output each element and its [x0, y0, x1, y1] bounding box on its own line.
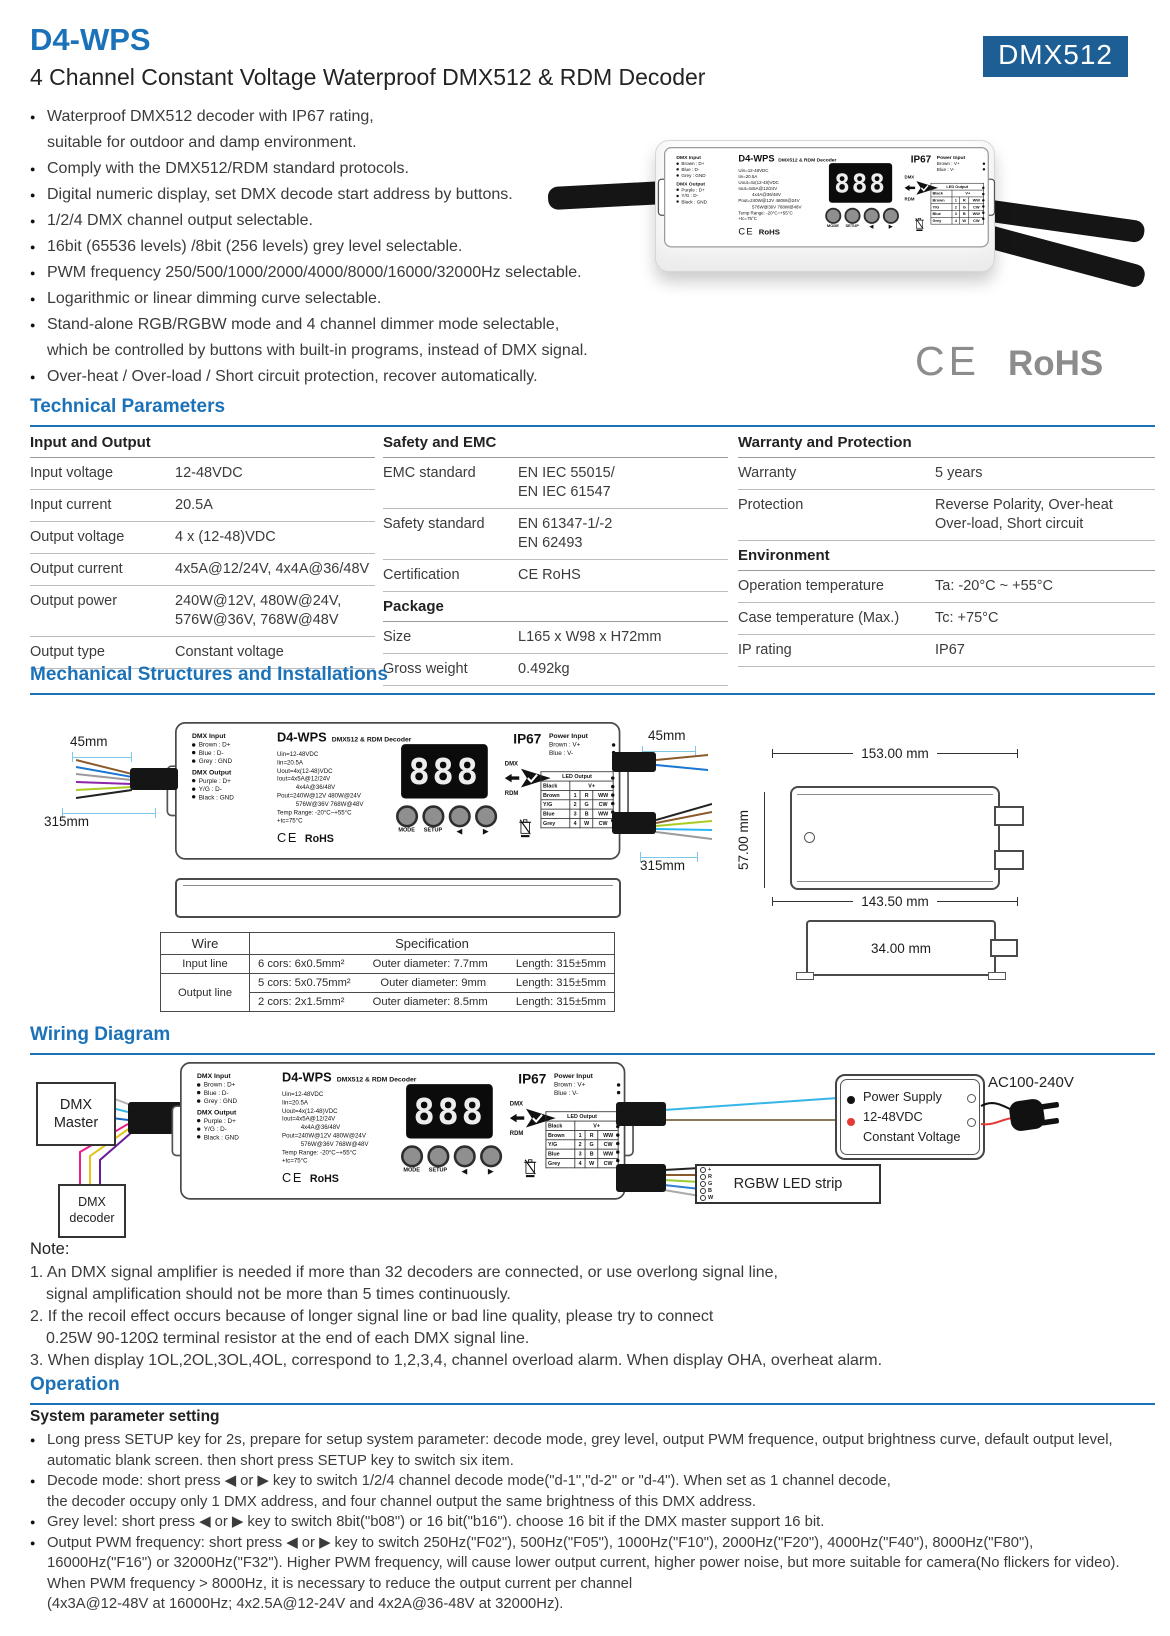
- terminal-dot-icon: [676, 168, 678, 170]
- decoder-faceplate: [175, 722, 620, 860]
- bullet-icon: ●: [30, 372, 36, 382]
- dmx-decoder-box: DMX decoder: [58, 1184, 126, 1238]
- decoder-top-view: [790, 786, 1000, 890]
- dmx-output-title: DMX Output: [197, 1108, 237, 1116]
- dmx-output-line: Y/G : D-: [197, 1125, 282, 1133]
- page-subtitle: 4 Channel Constant Voltage Waterproof DMX512 & RDM Decoder: [30, 64, 706, 90]
- dmx-io-legend: [197, 1072, 282, 1141]
- bullet-icon: ●: [30, 112, 36, 122]
- dmx-output-line: Purple : D+: [197, 1117, 282, 1125]
- table-row: Input current 20.5A: [30, 490, 375, 522]
- dmx-input-line: Blue : D-: [197, 1089, 282, 1097]
- table-row: Case temperature (Max.) Tc: +75°C: [738, 603, 1155, 635]
- dmx-master-box: DMX Master: [36, 1082, 116, 1146]
- cable-stub: [994, 806, 1024, 826]
- operation-item: ● Grey level: short press ◀ or ▶ key to switch 8bit("b08") or 16 bit("b16"). choose 16 bit if the DMX master support 16 bit.: [30, 1512, 1160, 1533]
- table-warranty-environment: [738, 428, 1155, 667]
- ce-mark: CE: [282, 1170, 304, 1186]
- setup-button: [422, 805, 444, 827]
- dmx-io-legend: [676, 154, 738, 204]
- dmx-rdm-arrow-icon: DMX RDM: [505, 761, 554, 797]
- output-cable-gland: [616, 1164, 666, 1192]
- ac-terminal: [967, 1118, 976, 1127]
- bullet-icon: ●: [30, 242, 36, 252]
- table-row: Input line 6 cors: 6x0.5mm² Outer diameter: 7.7mm Length: 315±5mm: [161, 955, 615, 974]
- power-wire-fan: [656, 752, 708, 778]
- dmx-io-legend: [192, 732, 277, 801]
- terminal-dot-icon: [700, 1174, 706, 1180]
- model-desc: DMX512 & RDM Decoder: [336, 1075, 417, 1084]
- dmx-output-line: Purple : D+: [192, 777, 277, 785]
- table-safety-package: [383, 428, 728, 686]
- button-labels: MODE SETUP ◀ ▶: [398, 827, 489, 836]
- button-row: [393, 805, 498, 827]
- dmx-input-line: Brown : D+: [192, 741, 277, 749]
- rohs-mark: RoHS: [758, 227, 780, 237]
- terminal-dot-icon: [983, 162, 985, 164]
- terminal-dot-icon: [612, 743, 615, 746]
- output-wire-fan: [656, 800, 712, 848]
- ip67-label: IP67: [518, 1072, 547, 1087]
- dmx-rdm-arrow-icon: DMX RDM: [905, 176, 941, 202]
- right-arrow-button: [883, 208, 899, 224]
- strip-terminals: + R G B W: [700, 1167, 713, 1201]
- mounting-ear-right: [616, 765, 629, 816]
- feature-item: ● 1/2/4 DMX channel output selectable.: [30, 208, 630, 234]
- terminal-dot-icon: [197, 1127, 200, 1130]
- power-supply-label: Power Supply 12-48VDC Constant Voltage: [863, 1089, 961, 1144]
- rgbw-strip-box: [695, 1164, 881, 1204]
- cable-stub: [994, 850, 1024, 870]
- feature-item: ● Waterproof DMX512 decoder with IP67 rating, suitable for outdoor and damp environment.: [30, 104, 630, 156]
- dmx-input-line: Brown : D+: [197, 1081, 282, 1089]
- device-body: [655, 140, 995, 272]
- dmx-output-line: Y/G : D-: [676, 193, 738, 199]
- seven-segment-display: 888: [406, 1084, 493, 1138]
- table-group-header: Input and Output: [30, 428, 375, 458]
- rohs-mark: RoHS: [1007, 344, 1104, 383]
- bullet-icon: ●: [30, 190, 36, 200]
- terminal-dot-icon: [197, 1091, 200, 1094]
- strip-label: RGBW LED strip: [733, 1176, 843, 1192]
- table-row: Size L165 x W98 x H72mm: [383, 622, 728, 654]
- wiring-diagram: [0, 1058, 1170, 1242]
- setup-button: [844, 208, 860, 224]
- device-face-photo: [664, 147, 986, 245]
- decoder-end-view: [806, 920, 996, 976]
- button-labels: MODE SETUP ◀ ▶: [403, 1167, 494, 1176]
- mode-button: [401, 1145, 423, 1167]
- dc-terminal-red: [847, 1118, 855, 1126]
- operation-body: [30, 1408, 1160, 1615]
- product-photo: [600, 112, 1105, 307]
- terminal-dot-icon: [676, 189, 678, 191]
- left-arrow-button: [863, 208, 879, 224]
- operation-item: ● Long press SETUP key for 2s, prepare for setup system parameter: decode mode, grey level, output PWM frequence, output brightness curve, default output level, automatic blank screen. then short press SETUP key to switch six item.: [30, 1430, 1160, 1471]
- section-mechanical: [30, 664, 1155, 695]
- power-supply-box: [835, 1074, 985, 1160]
- mounting-ear-left: [658, 179, 667, 216]
- table-row: Protection Reverse Polarity, Over-heat Over-load, Short circuit: [738, 490, 1155, 541]
- table-row: Output voltage 4 x (12-48)VDC: [30, 522, 375, 554]
- terminal-dot-icon: [700, 1167, 706, 1173]
- dmx-input-title: DMX Input: [192, 732, 226, 740]
- terminal-dot-icon: [197, 1083, 200, 1086]
- table-group-header: Package: [383, 592, 728, 622]
- spec-lines: Uin=12-48VDC Iin=20.5A Uout=4x(12-48)VDC Iout=4x5A@12/24V 4x4A@36/48V Pout=240W@12V 480W@24V 576W@36V 768W@48V Temp Range: -20°C~+55°C +tc=75°C: [282, 1090, 369, 1165]
- page-title: D4-WPS: [30, 22, 151, 57]
- ce-rohs-mark: [282, 1171, 339, 1186]
- weee-bin-icon: [518, 817, 532, 842]
- table-row: Certification CE RoHS: [383, 560, 728, 592]
- power-input-legend: Power Input Brown : V+ Blue : V-: [554, 1072, 620, 1097]
- feature-item: ● Comply with the DMX512/RDM standard protocols.: [30, 156, 630, 182]
- dmx-output-line: Purple : D+: [676, 187, 738, 193]
- dmx-output-line: Black : GND: [192, 793, 277, 801]
- decoder-faceplate: [664, 147, 989, 247]
- dmx-input-line: Grey : GND: [192, 757, 277, 765]
- section-title: Technical Parameters: [30, 396, 1155, 427]
- model-name: D4-WPS: [277, 730, 327, 745]
- dim-315mm-right: 315mm: [640, 858, 686, 873]
- dmx-output-line: Y/G : D-: [192, 785, 277, 793]
- seven-segment-display: 888: [829, 163, 892, 203]
- terminal-dot-icon: [192, 787, 195, 790]
- ce-rohs-mark: [277, 831, 334, 846]
- table-group-header: Environment: [738, 541, 1155, 571]
- section-title: Wiring Diagram: [30, 1024, 1155, 1055]
- ac-plug-icon: [978, 1088, 1088, 1144]
- note-section: [30, 1240, 1155, 1372]
- dim-45mm-left: 45mm: [70, 734, 108, 749]
- ce-mark: CE: [915, 338, 980, 384]
- rohs-mark: RoHS: [309, 1172, 339, 1185]
- ip67-label: IP67: [513, 732, 542, 747]
- dmx-output-line: Black : GND: [197, 1133, 282, 1141]
- power-cable-gland: [612, 752, 656, 772]
- operation-item: ● Decode mode: short press ◀ or ▶ key to switch 1/2/4 channel decode mode("d-1","d-2" or "d-4"). When set as 1 channel decode, the decoder occupy only 1 DMX address, and four channel output the same brightness of this DMX address.: [30, 1471, 1160, 1512]
- led-output-table: LED Output Black V+ Brown 1 R WW Y/G 2 G CW Blue 3 B WW Grey 4 W CW: [546, 1111, 619, 1168]
- terminal-dot-icon: [700, 1181, 706, 1187]
- feature-list: [30, 104, 630, 390]
- table-row: EMC standard EN IEC 55015/ EN IEC 61547: [383, 458, 728, 509]
- dim-315mm-left: 315mm: [44, 814, 90, 829]
- ac-terminal: [967, 1094, 976, 1103]
- feature-item: ● Stand-alone RGB/RGBW mode and 4 channel dimmer mode selectable, which be controlled by buttons with built-in programs, instead of DMX signal.: [30, 312, 630, 364]
- input-cable: [547, 181, 668, 210]
- spec-lines: Uin=12-48VDC Iin=20.5A Uout=4x(12-48)VDC Iout=4x5A@12/24V 4x4A@36/48V Pout=240W@12V 480W@24V 576W@36V 768W@48V Temp Range: -20°C~+55°C +tc=75°C: [277, 750, 364, 825]
- decoder-in-wiring: [180, 1062, 622, 1196]
- terminal-dot-icon: [617, 1091, 620, 1094]
- table-row: Output current 4x5A@12/24V, 4x4A@36/48V: [30, 554, 375, 586]
- mounting-ear-left: [172, 1105, 185, 1156]
- dmx-rdm-arrow-icon: DMX RDM: [510, 1101, 559, 1137]
- dmx-input-title: DMX Input: [676, 154, 701, 161]
- dim-143mm: 143.50 mm: [772, 894, 1018, 909]
- terminal-dot-icon: [192, 795, 195, 798]
- dim-45mm-right: 45mm: [648, 728, 686, 743]
- table-row: 2 cors: 2x1.5mm² Outer diameter: 8.5mm Length: 315±5mm: [161, 993, 615, 1012]
- dim-line: [764, 792, 765, 888]
- gland-dots: [982, 187, 984, 220]
- screw-hole: [804, 832, 815, 843]
- section-technical-parameters: [30, 396, 1155, 427]
- ce-rohs-mark: [738, 226, 779, 237]
- bullet-icon: ●: [30, 320, 36, 330]
- output-cable-gland: [612, 812, 656, 834]
- model-label: [282, 1071, 416, 1086]
- model-desc: DMX512 & RDM Decoder: [778, 156, 837, 163]
- terminal-dot-icon: [700, 1195, 706, 1201]
- terminal-dot-icon: [983, 168, 985, 170]
- table-row: Safety standard EN 61347-1/-2 EN 62493: [383, 509, 728, 560]
- decoder-faceplate: [180, 1062, 625, 1200]
- section-wiring: [30, 1024, 1155, 1055]
- table-row: Output power 240W@12V, 480W@24V, 576W@36V, 768W@48V: [30, 586, 375, 637]
- terminal-dot-icon: [192, 743, 195, 746]
- model-label: [738, 153, 836, 164]
- table-row: Output line 5 cors: 5x0.75mm² Outer diameter: 9mm Length: 315±5mm: [161, 974, 615, 993]
- section-operation: [30, 1374, 1155, 1405]
- terminal-dot-icon: [676, 162, 678, 164]
- input-cable-gland: [130, 768, 178, 790]
- led-output-table: LED Output Black V+ Brown 1 R WW Y/G 2 G CW Blue 3 B WW Grey 4 W CW: [931, 183, 984, 225]
- dmx-input-title: DMX Input: [197, 1072, 231, 1080]
- left-arrow-button: [448, 805, 470, 827]
- terminal-dot-icon: [197, 1135, 200, 1138]
- bullet-icon: ●: [30, 268, 36, 278]
- left-arrow-button: [453, 1145, 475, 1167]
- feature-item: ● Logarithmic or linear dimming curve selectable.: [30, 286, 630, 312]
- dmx-input-line: Blue : D-: [676, 167, 738, 173]
- right-arrow-button: [475, 805, 497, 827]
- dmx-output-title: DMX Output: [676, 180, 706, 187]
- feature-item: ● Over-heat / Over-load / Short circuit protection, recover automatically.: [30, 364, 630, 390]
- bullet-icon: ●: [30, 1476, 36, 1486]
- button-row: [398, 1145, 503, 1167]
- section-title: Operation: [30, 1374, 1155, 1405]
- dmx-input-line: Grey : GND: [197, 1097, 282, 1105]
- dmx-output-title: DMX Output: [192, 768, 232, 776]
- model-name: D4-WPS: [738, 153, 775, 164]
- right-arrow-button: [480, 1145, 502, 1167]
- table-row: Gross weight 0.492kg: [383, 654, 728, 686]
- input-wire-fan: [76, 758, 132, 806]
- terminal-dot-icon: [192, 751, 195, 754]
- decoder-front-view: [175, 722, 617, 856]
- feature-item: ● 16bit (65536 levels) /8bit (256 levels) grey level selectable.: [30, 234, 630, 260]
- terminal-dot-icon: [197, 1119, 200, 1122]
- operation-item: ● Output PWM frequency: short press ◀ or ▶ key to switch 250Hz("F02"), 500Hz("F05"), 1000Hz("F10"), 2000Hz("F20"), 4000Hz("F40"), 8000Hz("F80"), 16000Hz("F16") or 32000Hz("F32"). Higher PWM frequency, will cause lower output current, higher power noise, but more suitable for camera(No flickers for video). When PWM frequency > 8000Hz, it is necessary to reduce the output current per channel (4x3A@12-48V at 16000Hz; 4x2.5A@12-24V and 4x2A@36-48V at 32000Hz).: [30, 1533, 1160, 1615]
- wire-spec-table: Wire Specification Input line 6 cors: 6x0.5mm² Outer diameter: 7.7mm Length: 315±5mm Output line 5 cors: 5x0.75mm² Outer diameter: 9mm Length: 315±5mm 2 cors: 2x1.5mm² Outer diameter: 8.5mm Length: 315±5mm: [160, 932, 615, 1012]
- dmx512-badge: DMX512: [983, 36, 1128, 77]
- power-input-legend: Power Input Brown : V+ Blue : V-: [937, 154, 985, 172]
- terminal-dot-icon: [676, 200, 678, 202]
- ip67-label: IP67: [910, 154, 932, 165]
- mode-button: [825, 208, 841, 224]
- weee-bin-icon: [914, 216, 924, 234]
- terminal-dot-icon: [676, 195, 678, 197]
- dmx-input-line: Brown : D+: [676, 161, 738, 167]
- ac-voltage-label: AC100-240V: [988, 1074, 1074, 1091]
- dim-57mm: 57.00 mm: [736, 809, 751, 871]
- terminal-dot-icon: [700, 1188, 706, 1194]
- table-group-header: Warranty and Protection: [738, 428, 1155, 458]
- cable-stub: [990, 939, 1018, 957]
- section-title: Mechanical Structures and Installations: [30, 664, 1155, 695]
- bullet-icon: ●: [30, 294, 36, 304]
- dmx-input-line: Grey : GND: [676, 172, 738, 178]
- seven-segment-display: 888: [401, 744, 488, 798]
- feature-item: ● Digital numeric display, set DMX decode start address by buttons.: [30, 182, 630, 208]
- button-row: [823, 208, 900, 224]
- power-input-legend: Power Input Brown : V+ Blue : V-: [549, 732, 615, 757]
- note-item: 3. When display 1OL,2OL,3OL,4OL, correspond to 1,2,3,4, channel overload alarm. When display OHA, overheat alarm.: [30, 1352, 883, 1369]
- table-input-output: [30, 428, 375, 669]
- bullet-icon: ●: [30, 1537, 36, 1548]
- table-group-header: Safety and EMC: [383, 428, 728, 458]
- dmx-output-line: Black : GND: [676, 199, 738, 205]
- spec-lines: Uin=12-48VDC Iin=20.5A Uout=4x(12-48)VDC Iout=4x5A@12/24V 4x4A@36/48V Pout=240W@12V 480W@24V 576W@36V 768W@48V Temp Range: -20°C~+55°C +tc=75°C: [738, 167, 802, 222]
- power-cable-gland: [616, 1102, 666, 1126]
- table-row: Input voltage 12-48VDC: [30, 458, 375, 490]
- dim-153mm: 153.00 mm: [772, 746, 1018, 761]
- ce-mark: CE: [277, 830, 299, 846]
- terminal-dot-icon: [192, 779, 195, 782]
- decoder-side-profile: [175, 878, 621, 918]
- model-label: [277, 731, 411, 746]
- certification-marks: [915, 338, 1103, 385]
- button-labels: MODE SETUP ◀ ▶: [826, 223, 893, 230]
- weee-bin-icon: [523, 1157, 537, 1182]
- table-row: Warranty 5 years: [738, 458, 1155, 490]
- dc-terminal-black: [847, 1096, 855, 1104]
- dim-34mm: 34.00 mm: [870, 940, 932, 956]
- mode-button: [396, 805, 418, 827]
- terminal-dot-icon: [192, 759, 195, 762]
- note-item: 1. An DMX signal amplifier is needed if more than 32 decoders are connected, or use overlong signal line, signal amplification should not be more than 5 times continuously.: [30, 1264, 778, 1303]
- mounting-ear-right: [986, 179, 995, 216]
- model-desc: DMX512 & RDM Decoder: [331, 735, 412, 744]
- model-name: D4-WPS: [282, 1070, 332, 1085]
- terminal-dot-icon: [617, 1083, 620, 1086]
- table-row: IP rating IP67: [738, 635, 1155, 667]
- bullet-icon: ●: [30, 1517, 36, 1527]
- feature-item: ● PWM frequency 250/500/1000/2000/4000/8000/16000/32000Hz selectable.: [30, 260, 630, 286]
- ce-mark: CE: [738, 226, 754, 237]
- note-title: Note:: [30, 1240, 70, 1258]
- bullet-icon: ●: [30, 216, 36, 226]
- dmx-input-line: Blue : D-: [192, 749, 277, 757]
- note-item: 2. If the recoil effect occurs because of longer signal line or bad line quality, please try to connect 0.25W 90-120Ω terminal resistor at the end of each DMX signal line.: [30, 1308, 714, 1347]
- bullet-icon: ●: [30, 1435, 36, 1445]
- terminal-dot-icon: [676, 174, 678, 176]
- rohs-mark: RoHS: [304, 832, 334, 845]
- table-row: Operation temperature Ta: -20°C ~ +55°C: [738, 571, 1155, 603]
- bullet-icon: ●: [30, 164, 36, 174]
- mechanical-drawing: [0, 700, 1170, 1030]
- terminal-dot-icon: [197, 1099, 200, 1102]
- operation-subtitle: System parameter setting: [30, 1408, 220, 1425]
- led-output-table: LED Output Black V+ Brown 1 R WW Y/G 2 G CW Blue 3 B WW Grey 4 W CW: [541, 771, 614, 828]
- table-row: Output type Constant voltage: [30, 637, 375, 669]
- setup-button: [427, 1145, 449, 1167]
